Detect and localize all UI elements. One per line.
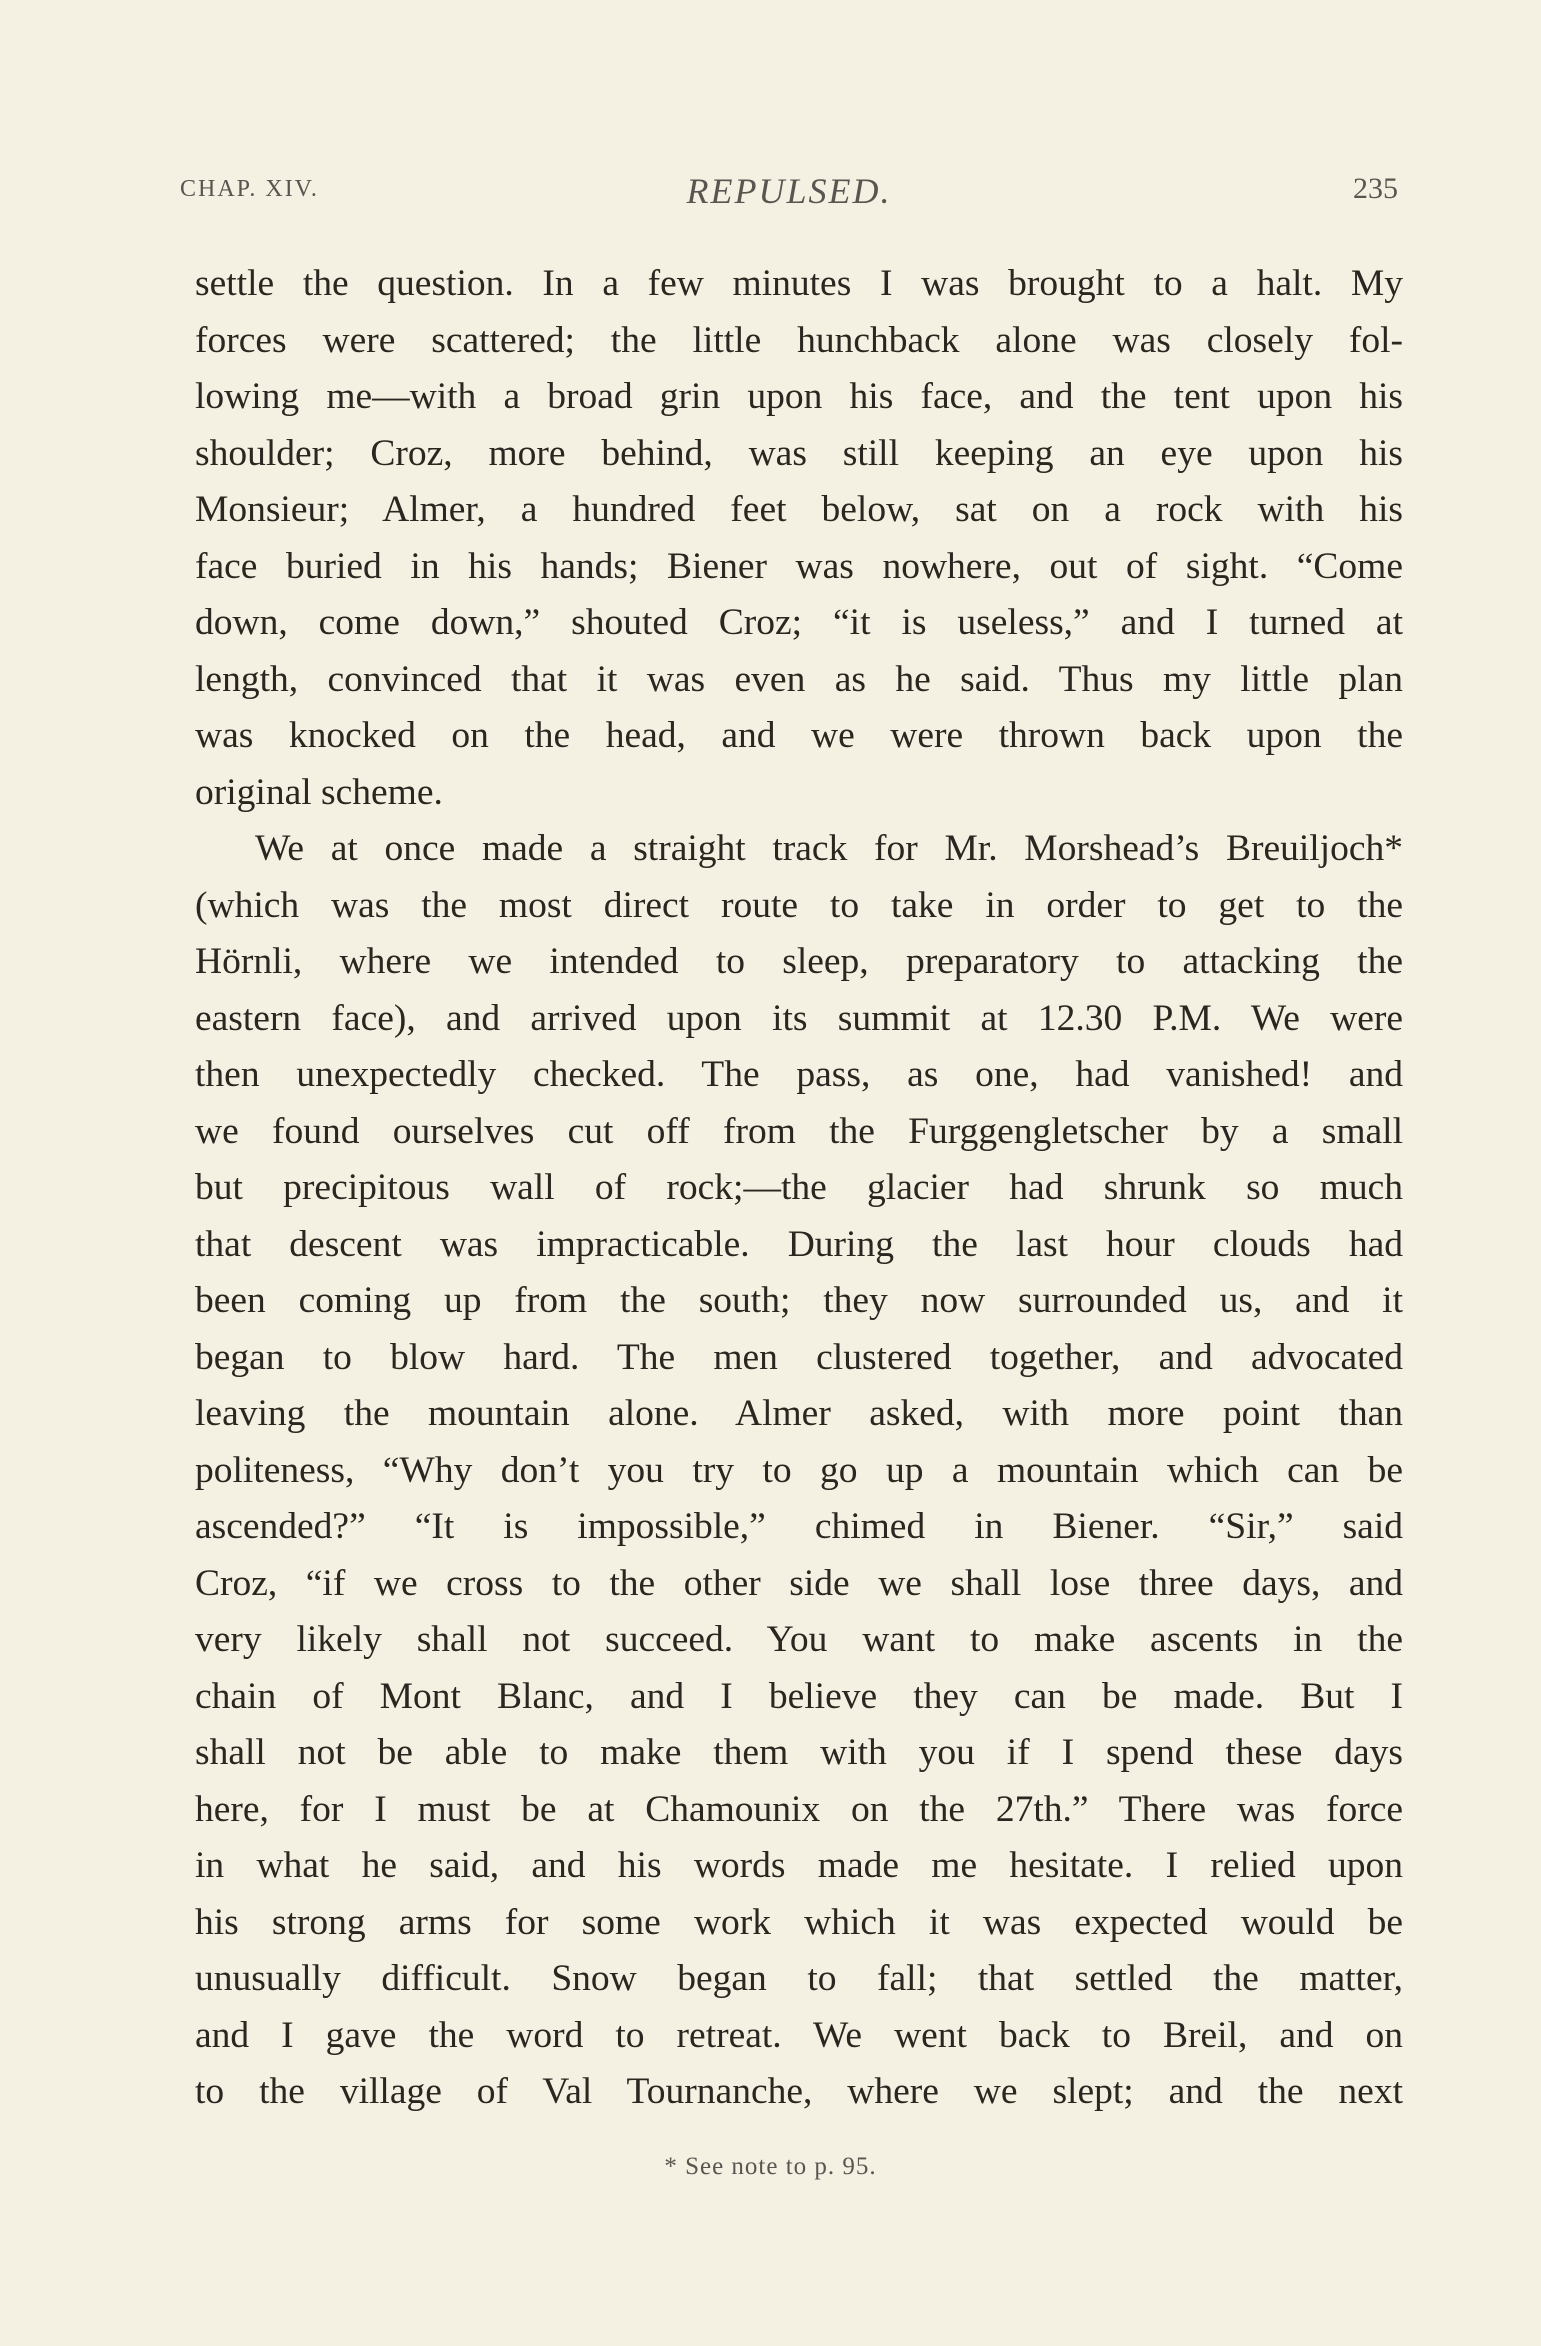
text-line: here, for I must be at Chamounix on the 27th.” There was force <box>195 1788 1403 1830</box>
text-line: lowing me—with a broad grin upon his face, and the tent upon his <box>195 376 1403 417</box>
running-title: REPULSED. <box>686 171 892 211</box>
text-line: Croz, “if we cross to the other side we shall lose three days, and <box>195 1562 1403 1604</box>
text-line: down, come down,” shouted Croz; “it is useless,” and I turned at <box>195 602 1403 643</box>
text-line: forces were scattered; the little hunchback alone was closely fol- <box>195 319 1403 361</box>
text-line: face buried in his hands; Biener was nowhere, out of sight. “Come <box>195 545 1403 587</box>
text-line: we found ourselves cut off from the Furggengletscher by a small <box>195 1110 1403 1152</box>
text-line: was knocked on the head, and we were thrown back upon the <box>195 715 1403 756</box>
text-line: been coming up from the south; they now surrounded us, and it <box>195 1280 1403 1321</box>
footnote: * See note to p. 95. <box>664 2153 877 2180</box>
text-line: then unexpectedly checked. The pass, as one, had vanished! and <box>195 1054 1403 1095</box>
chapter-label: CHAP. XIV. <box>180 176 319 202</box>
text-line: leaving the mountain alone. Almer asked, with more point than <box>195 1393 1403 1434</box>
text-line: his strong arms for some work which it was expected would be <box>195 1901 1403 1943</box>
text-line: chain of Mont Blanc, and I believe they can be made. But I <box>195 1675 1403 1717</box>
text-line: but precipitous wall of rock;—the glacier had shrunk so much <box>195 1167 1403 1208</box>
text-line: politeness, “Why don’t you try to go up a mountain which can be <box>195 1449 1403 1491</box>
text-line: to the village of Val Tournanche, where we slept; and the next <box>195 2071 1403 2112</box>
text-line: (which was the most direct route to take in order to get to the <box>195 884 1403 926</box>
body-text <box>195 256 1403 2121</box>
text-line: original scheme. <box>195 771 443 813</box>
text-line: shall not be able to make them with you if I spend these days <box>195 1732 1403 1773</box>
text-line: settle the question. In a few minutes I was brought to a halt. My <box>195 263 1403 304</box>
text-line: in what he said, and his words made me hesitate. I relied upon <box>195 1845 1403 1886</box>
text-line: and I gave the word to retreat. We went back to Breil, and on <box>195 2014 1403 2056</box>
running-header <box>180 170 1398 210</box>
text-line: very likely shall not succeed. You want to make ascents in the <box>195 1619 1403 1660</box>
text-line: ascended?” “It is impossible,” chimed in Biener. “Sir,” said <box>195 1506 1403 1547</box>
text-line: Hörnli, where we intended to sleep, preparatory to attacking the <box>195 941 1403 982</box>
text-line: began to blow hard. The men clustered together, and advocated <box>195 1336 1403 1378</box>
text-line: length, convinced that it was even as he said. Thus my little plan <box>195 658 1403 700</box>
page-number: 235 <box>1353 172 1398 205</box>
text-line: that descent was impracticable. During the last hour clouds had <box>195 1223 1403 1265</box>
text-line: unusually difficult. Snow began to fall; that settled the matter, <box>195 1958 1403 1999</box>
paragraph-start-line: We at once made a straight track for Mr. Morshead’s Breuiljoch* <box>255 828 1403 869</box>
text-line: shoulder; Croz, more behind, was still keeping an eye upon his <box>195 432 1403 474</box>
text-line: eastern face), and arrived upon its summit at 12.30 P.M. We were <box>195 997 1403 1039</box>
text-line: Monsieur; Almer, a hundred feet below, sat on a rock with his <box>195 489 1403 530</box>
